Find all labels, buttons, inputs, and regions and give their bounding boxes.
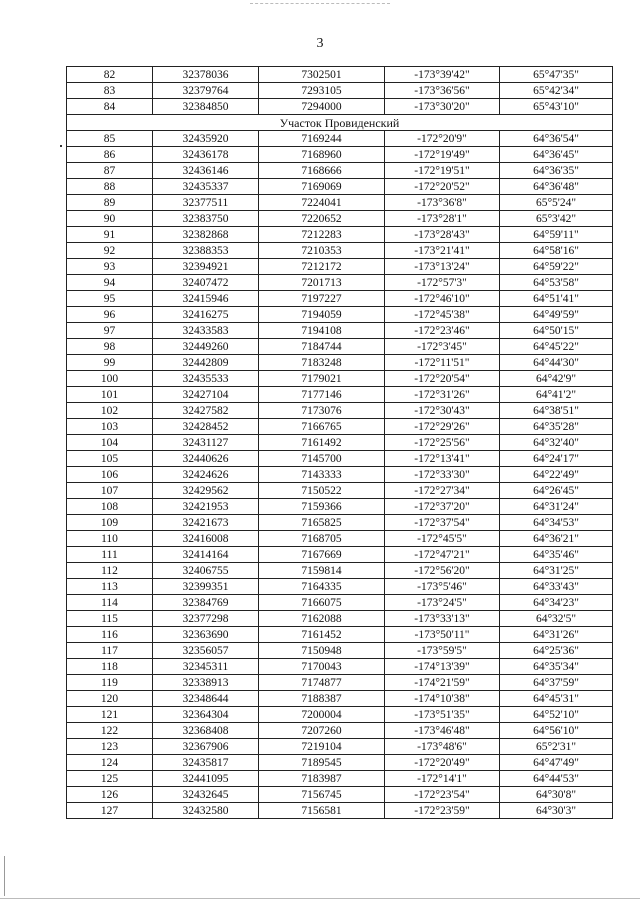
table-row [67, 435, 613, 451]
y-coordinate-cell: 7174877 [259, 675, 385, 691]
table-row [67, 643, 613, 659]
longitude-cell: -173°30'20" [385, 99, 500, 115]
longitude-cell: -172°57'3" [385, 275, 500, 291]
table-row [67, 275, 613, 291]
latitude-cell: 64°45'22" [500, 339, 613, 355]
x-coordinate-cell: 32406755 [153, 563, 259, 579]
latitude-cell: 65°5'24" [500, 195, 613, 211]
table-row [67, 323, 613, 339]
point-number-cell: 84 [67, 99, 153, 115]
latitude-cell: 64°59'22" [500, 259, 613, 275]
latitude-cell: 64°36'45" [500, 147, 613, 163]
point-number-cell: 113 [67, 579, 153, 595]
point-number-cell: 116 [67, 627, 153, 643]
latitude-cell: 64°35'28" [500, 419, 613, 435]
table-row [67, 195, 613, 211]
point-number-cell: 105 [67, 451, 153, 467]
longitude-cell: -172°27'34" [385, 483, 500, 499]
y-coordinate-cell: 7179021 [259, 371, 385, 387]
latitude-cell: 64°38'51" [500, 403, 613, 419]
latitude-cell: 64°36'21" [500, 531, 613, 547]
y-coordinate-cell: 7167669 [259, 547, 385, 563]
y-coordinate-cell: 7194059 [259, 307, 385, 323]
table-row [67, 211, 613, 227]
left-scan-edge [4, 856, 5, 896]
latitude-cell: 64°32'40" [500, 435, 613, 451]
y-coordinate-cell: 7207260 [259, 723, 385, 739]
y-coordinate-cell: 7183248 [259, 355, 385, 371]
longitude-cell: -172°13'41" [385, 451, 500, 467]
latitude-cell: 65°47'35" [500, 67, 613, 83]
point-number-cell: 123 [67, 739, 153, 755]
table-row [67, 339, 613, 355]
y-coordinate-cell: 7212172 [259, 259, 385, 275]
longitude-cell: -172°37'20" [385, 499, 500, 515]
section-title: Участок Провиденский [67, 115, 613, 131]
latitude-cell: 64°44'53" [500, 771, 613, 787]
table-row [67, 627, 613, 643]
table-row [67, 563, 613, 579]
table-row [67, 163, 613, 179]
point-number-cell: 86 [67, 147, 153, 163]
table-row [67, 755, 613, 771]
table-row [67, 675, 613, 691]
x-coordinate-cell: 32383750 [153, 211, 259, 227]
latitude-cell: 64°34'53" [500, 515, 613, 531]
latitude-cell: 64°30'8" [500, 787, 613, 803]
y-coordinate-cell: 7168666 [259, 163, 385, 179]
y-coordinate-cell: 7188387 [259, 691, 385, 707]
point-number-cell: 90 [67, 211, 153, 227]
longitude-cell: -172°31'26" [385, 387, 500, 403]
table-row [67, 723, 613, 739]
y-coordinate-cell: 7159814 [259, 563, 385, 579]
point-number-cell: 97 [67, 323, 153, 339]
table-row [67, 483, 613, 499]
x-coordinate-cell: 32384769 [153, 595, 259, 611]
longitude-cell: -172°20'54" [385, 371, 500, 387]
table-row [67, 547, 613, 563]
x-coordinate-cell: 32338913 [153, 675, 259, 691]
y-coordinate-cell: 7166075 [259, 595, 385, 611]
latitude-cell: 64°44'30" [500, 355, 613, 371]
latitude-cell: 64°32'5" [500, 611, 613, 627]
x-coordinate-cell: 32435533 [153, 371, 259, 387]
point-number-cell: 112 [67, 563, 153, 579]
longitude-cell: -174°13'39" [385, 659, 500, 675]
longitude-cell: -172°47'21" [385, 547, 500, 563]
x-coordinate-cell: 32435817 [153, 755, 259, 771]
y-coordinate-cell: 7168705 [259, 531, 385, 547]
latitude-cell: 64°56'10" [500, 723, 613, 739]
table-row [67, 371, 613, 387]
point-number-cell: 91 [67, 227, 153, 243]
longitude-cell: -172°20'52" [385, 179, 500, 195]
x-coordinate-cell: 32356057 [153, 643, 259, 659]
latitude-cell: 65°2'31" [500, 739, 613, 755]
point-number-cell: 98 [67, 339, 153, 355]
x-coordinate-cell: 32414164 [153, 547, 259, 563]
point-number-cell: 108 [67, 499, 153, 515]
x-coordinate-cell: 32428452 [153, 419, 259, 435]
point-number-cell: 114 [67, 595, 153, 611]
table-row [67, 67, 613, 83]
x-coordinate-cell: 32384850 [153, 99, 259, 115]
longitude-cell: -172°19'49" [385, 147, 500, 163]
table-row [67, 691, 613, 707]
table-row [67, 515, 613, 531]
longitude-cell: -172°20'9" [385, 131, 500, 147]
x-coordinate-cell: 32378036 [153, 67, 259, 83]
page-number: 3 [316, 36, 324, 51]
latitude-cell: 64°36'48" [500, 179, 613, 195]
longitude-cell: -172°23'59" [385, 803, 500, 819]
rows-after-section [67, 131, 613, 819]
longitude-cell: -173°33'13" [385, 611, 500, 627]
table-row [67, 147, 613, 163]
point-number-cell: 121 [67, 707, 153, 723]
rows-before-section [67, 67, 613, 115]
table-row [67, 499, 613, 515]
y-coordinate-cell: 7165825 [259, 515, 385, 531]
y-coordinate-cell: 7194108 [259, 323, 385, 339]
point-number-cell: 111 [67, 547, 153, 563]
x-coordinate-cell: 32368408 [153, 723, 259, 739]
table-row [67, 451, 613, 467]
table-row [67, 355, 613, 371]
y-coordinate-cell: 7170043 [259, 659, 385, 675]
longitude-cell: -172°37'54" [385, 515, 500, 531]
table-row [67, 611, 613, 627]
point-number-cell: 117 [67, 643, 153, 659]
y-coordinate-cell: 7220652 [259, 211, 385, 227]
point-number-cell: 96 [67, 307, 153, 323]
point-number-cell: 95 [67, 291, 153, 307]
longitude-cell: -172°14'1" [385, 771, 500, 787]
y-coordinate-cell: 7177146 [259, 387, 385, 403]
x-coordinate-cell: 32449260 [153, 339, 259, 355]
y-coordinate-cell: 7189545 [259, 755, 385, 771]
table-row [67, 387, 613, 403]
bottom-scan-edge [0, 898, 640, 899]
latitude-cell: 64°31'26" [500, 627, 613, 643]
latitude-cell: 64°58'16" [500, 243, 613, 259]
y-coordinate-cell: 7168960 [259, 147, 385, 163]
y-coordinate-cell: 7293105 [259, 83, 385, 99]
latitude-cell: 64°42'9" [500, 371, 613, 387]
longitude-cell: -172°19'51" [385, 163, 500, 179]
latitude-cell: 65°3'42" [500, 211, 613, 227]
longitude-cell: -173°36'56" [385, 83, 500, 99]
x-coordinate-cell: 32436146 [153, 163, 259, 179]
longitude-cell: -173°46'48" [385, 723, 500, 739]
table-row [67, 803, 613, 819]
latitude-cell: 64°37'59" [500, 675, 613, 691]
table-row [67, 99, 613, 115]
y-coordinate-cell: 7201713 [259, 275, 385, 291]
y-coordinate-cell: 7224041 [259, 195, 385, 211]
longitude-cell: -173°13'24" [385, 259, 500, 275]
x-coordinate-cell: 32435337 [153, 179, 259, 195]
table-row [67, 707, 613, 723]
point-number-cell: 82 [67, 67, 153, 83]
section-row [67, 115, 613, 131]
longitude-cell: -173°24'5" [385, 595, 500, 611]
point-number-cell: 85 [67, 131, 153, 147]
y-coordinate-cell: 7212283 [259, 227, 385, 243]
x-coordinate-cell: 32377298 [153, 611, 259, 627]
point-number-cell: 99 [67, 355, 153, 371]
longitude-cell: -172°23'54" [385, 787, 500, 803]
latitude-cell: 64°41'2" [500, 387, 613, 403]
longitude-cell: -174°21'59" [385, 675, 500, 691]
latitude-cell: 64°59'11" [500, 227, 613, 243]
longitude-cell: -172°11'51" [385, 355, 500, 371]
longitude-cell: -173°50'11" [385, 627, 500, 643]
y-coordinate-cell: 7294000 [259, 99, 385, 115]
longitude-cell: -172°29'26" [385, 419, 500, 435]
x-coordinate-cell: 32427582 [153, 403, 259, 419]
table-row [67, 291, 613, 307]
longitude-cell: -173°21'41" [385, 243, 500, 259]
point-number-cell: 127 [67, 803, 153, 819]
x-coordinate-cell: 32364304 [153, 707, 259, 723]
longitude-cell: -174°10'38" [385, 691, 500, 707]
latitude-cell: 64°33'43" [500, 579, 613, 595]
latitude-cell: 64°35'46" [500, 547, 613, 563]
y-coordinate-cell: 7159366 [259, 499, 385, 515]
table-row [67, 579, 613, 595]
y-coordinate-cell: 7145700 [259, 451, 385, 467]
longitude-cell: -173°48'6" [385, 739, 500, 755]
x-coordinate-cell: 32424626 [153, 467, 259, 483]
x-coordinate-cell: 32382868 [153, 227, 259, 243]
table-row [67, 179, 613, 195]
y-coordinate-cell: 7150948 [259, 643, 385, 659]
top-scan-line [250, 3, 390, 4]
x-coordinate-cell: 32379764 [153, 83, 259, 99]
x-coordinate-cell: 32431127 [153, 435, 259, 451]
point-number-cell: 120 [67, 691, 153, 707]
longitude-cell: -172°56'20" [385, 563, 500, 579]
y-coordinate-cell: 7169244 [259, 131, 385, 147]
point-number-cell: 89 [67, 195, 153, 211]
table-row [67, 531, 613, 547]
y-coordinate-cell: 7156745 [259, 787, 385, 803]
table-row [67, 659, 613, 675]
point-number-cell: 109 [67, 515, 153, 531]
longitude-cell: -173°5'46" [385, 579, 500, 595]
x-coordinate-cell: 32388353 [153, 243, 259, 259]
latitude-cell: 64°35'34" [500, 659, 613, 675]
latitude-cell: 64°45'31" [500, 691, 613, 707]
point-number-cell: 102 [67, 403, 153, 419]
longitude-cell: -172°46'10" [385, 291, 500, 307]
point-number-cell: 122 [67, 723, 153, 739]
longitude-cell: -172°25'56" [385, 435, 500, 451]
latitude-cell: 64°50'15" [500, 323, 613, 339]
longitude-cell: -172°30'43" [385, 403, 500, 419]
y-coordinate-cell: 7184744 [259, 339, 385, 355]
y-coordinate-cell: 7183987 [259, 771, 385, 787]
latitude-cell: 64°52'10" [500, 707, 613, 723]
x-coordinate-cell: 32432580 [153, 803, 259, 819]
longitude-cell: -173°59'5" [385, 643, 500, 659]
table-row [67, 227, 613, 243]
table-row [67, 467, 613, 483]
x-coordinate-cell: 32407472 [153, 275, 259, 291]
x-coordinate-cell: 32435920 [153, 131, 259, 147]
y-coordinate-cell: 7156581 [259, 803, 385, 819]
table-row [67, 771, 613, 787]
x-coordinate-cell: 32367906 [153, 739, 259, 755]
latitude-cell: 64°36'35" [500, 163, 613, 179]
latitude-cell: 64°51'41" [500, 291, 613, 307]
point-number-cell: 124 [67, 755, 153, 771]
x-coordinate-cell: 32399351 [153, 579, 259, 595]
point-number-cell: 88 [67, 179, 153, 195]
y-coordinate-cell: 7302501 [259, 67, 385, 83]
y-coordinate-cell: 7161492 [259, 435, 385, 451]
y-coordinate-cell: 7173076 [259, 403, 385, 419]
latitude-cell: 64°36'54" [500, 131, 613, 147]
table-row [67, 787, 613, 803]
x-coordinate-cell: 32416008 [153, 531, 259, 547]
x-coordinate-cell: 32427104 [153, 387, 259, 403]
longitude-cell: -173°28'43" [385, 227, 500, 243]
point-number-cell: 119 [67, 675, 153, 691]
longitude-cell: -172°33'30" [385, 467, 500, 483]
latitude-cell: 64°22'49" [500, 467, 613, 483]
latitude-cell: 64°30'3" [500, 803, 613, 819]
longitude-cell: -173°36'8" [385, 195, 500, 211]
latitude-cell: 65°42'34" [500, 83, 613, 99]
x-coordinate-cell: 32433583 [153, 323, 259, 339]
point-number-cell: 92 [67, 243, 153, 259]
longitude-cell: -173°28'1" [385, 211, 500, 227]
point-number-cell: 87 [67, 163, 153, 179]
latitude-cell: 64°34'23" [500, 595, 613, 611]
longitude-cell: -173°51'35" [385, 707, 500, 723]
point-number-cell: 106 [67, 467, 153, 483]
point-number-cell: 104 [67, 435, 153, 451]
x-coordinate-cell: 32436178 [153, 147, 259, 163]
point-number-cell: 83 [67, 83, 153, 99]
y-coordinate-cell: 7164335 [259, 579, 385, 595]
x-coordinate-cell: 32432645 [153, 787, 259, 803]
longitude-cell: -172°45'38" [385, 307, 500, 323]
x-coordinate-cell: 32416275 [153, 307, 259, 323]
x-coordinate-cell: 32421953 [153, 499, 259, 515]
table-row [67, 595, 613, 611]
table-row [67, 403, 613, 419]
point-number-cell: 101 [67, 387, 153, 403]
x-coordinate-cell: 32394921 [153, 259, 259, 275]
y-coordinate-cell: 7219104 [259, 739, 385, 755]
point-number-cell: 125 [67, 771, 153, 787]
longitude-cell: -172°45'5" [385, 531, 500, 547]
latitude-cell: 64°26'45" [500, 483, 613, 499]
y-coordinate-cell: 7150522 [259, 483, 385, 499]
longitude-cell: -172°23'46" [385, 323, 500, 339]
point-number-cell: 118 [67, 659, 153, 675]
table-row [67, 419, 613, 435]
latitude-cell: 64°24'17" [500, 451, 613, 467]
y-coordinate-cell: 7169069 [259, 179, 385, 195]
scan-dot [60, 145, 62, 147]
x-coordinate-cell: 32440626 [153, 451, 259, 467]
section-header [67, 115, 613, 131]
table-row [67, 243, 613, 259]
longitude-cell: -173°39'42" [385, 67, 500, 83]
latitude-cell: 64°31'24" [500, 499, 613, 515]
longitude-cell: -172°3'45" [385, 339, 500, 355]
x-coordinate-cell: 32421673 [153, 515, 259, 531]
point-number-cell: 94 [67, 275, 153, 291]
x-coordinate-cell: 32345311 [153, 659, 259, 675]
x-coordinate-cell: 32429562 [153, 483, 259, 499]
latitude-cell: 64°47'49" [500, 755, 613, 771]
x-coordinate-cell: 32348644 [153, 691, 259, 707]
point-number-cell: 115 [67, 611, 153, 627]
longitude-cell: -172°20'49" [385, 755, 500, 771]
latitude-cell: 64°53'58" [500, 275, 613, 291]
y-coordinate-cell: 7210353 [259, 243, 385, 259]
point-number-cell: 103 [67, 419, 153, 435]
y-coordinate-cell: 7197227 [259, 291, 385, 307]
latitude-cell: 64°25'36" [500, 643, 613, 659]
x-coordinate-cell: 32415946 [153, 291, 259, 307]
coordinates-table [66, 66, 613, 819]
table-row [67, 739, 613, 755]
latitude-cell: 64°31'25" [500, 563, 613, 579]
latitude-cell: 64°49'59" [500, 307, 613, 323]
latitude-cell: 65°43'10" [500, 99, 613, 115]
y-coordinate-cell: 7166765 [259, 419, 385, 435]
x-coordinate-cell: 32363690 [153, 627, 259, 643]
x-coordinate-cell: 32442809 [153, 355, 259, 371]
point-number-cell: 126 [67, 787, 153, 803]
y-coordinate-cell: 7161452 [259, 627, 385, 643]
point-number-cell: 110 [67, 531, 153, 547]
table-row [67, 83, 613, 99]
y-coordinate-cell: 7200004 [259, 707, 385, 723]
point-number-cell: 93 [67, 259, 153, 275]
x-coordinate-cell: 32441095 [153, 771, 259, 787]
y-coordinate-cell: 7143333 [259, 467, 385, 483]
point-number-cell: 107 [67, 483, 153, 499]
y-coordinate-cell: 7162088 [259, 611, 385, 627]
point-number-cell: 100 [67, 371, 153, 387]
table-row [67, 131, 613, 147]
x-coordinate-cell: 32377511 [153, 195, 259, 211]
table-row [67, 307, 613, 323]
table-row [67, 259, 613, 275]
